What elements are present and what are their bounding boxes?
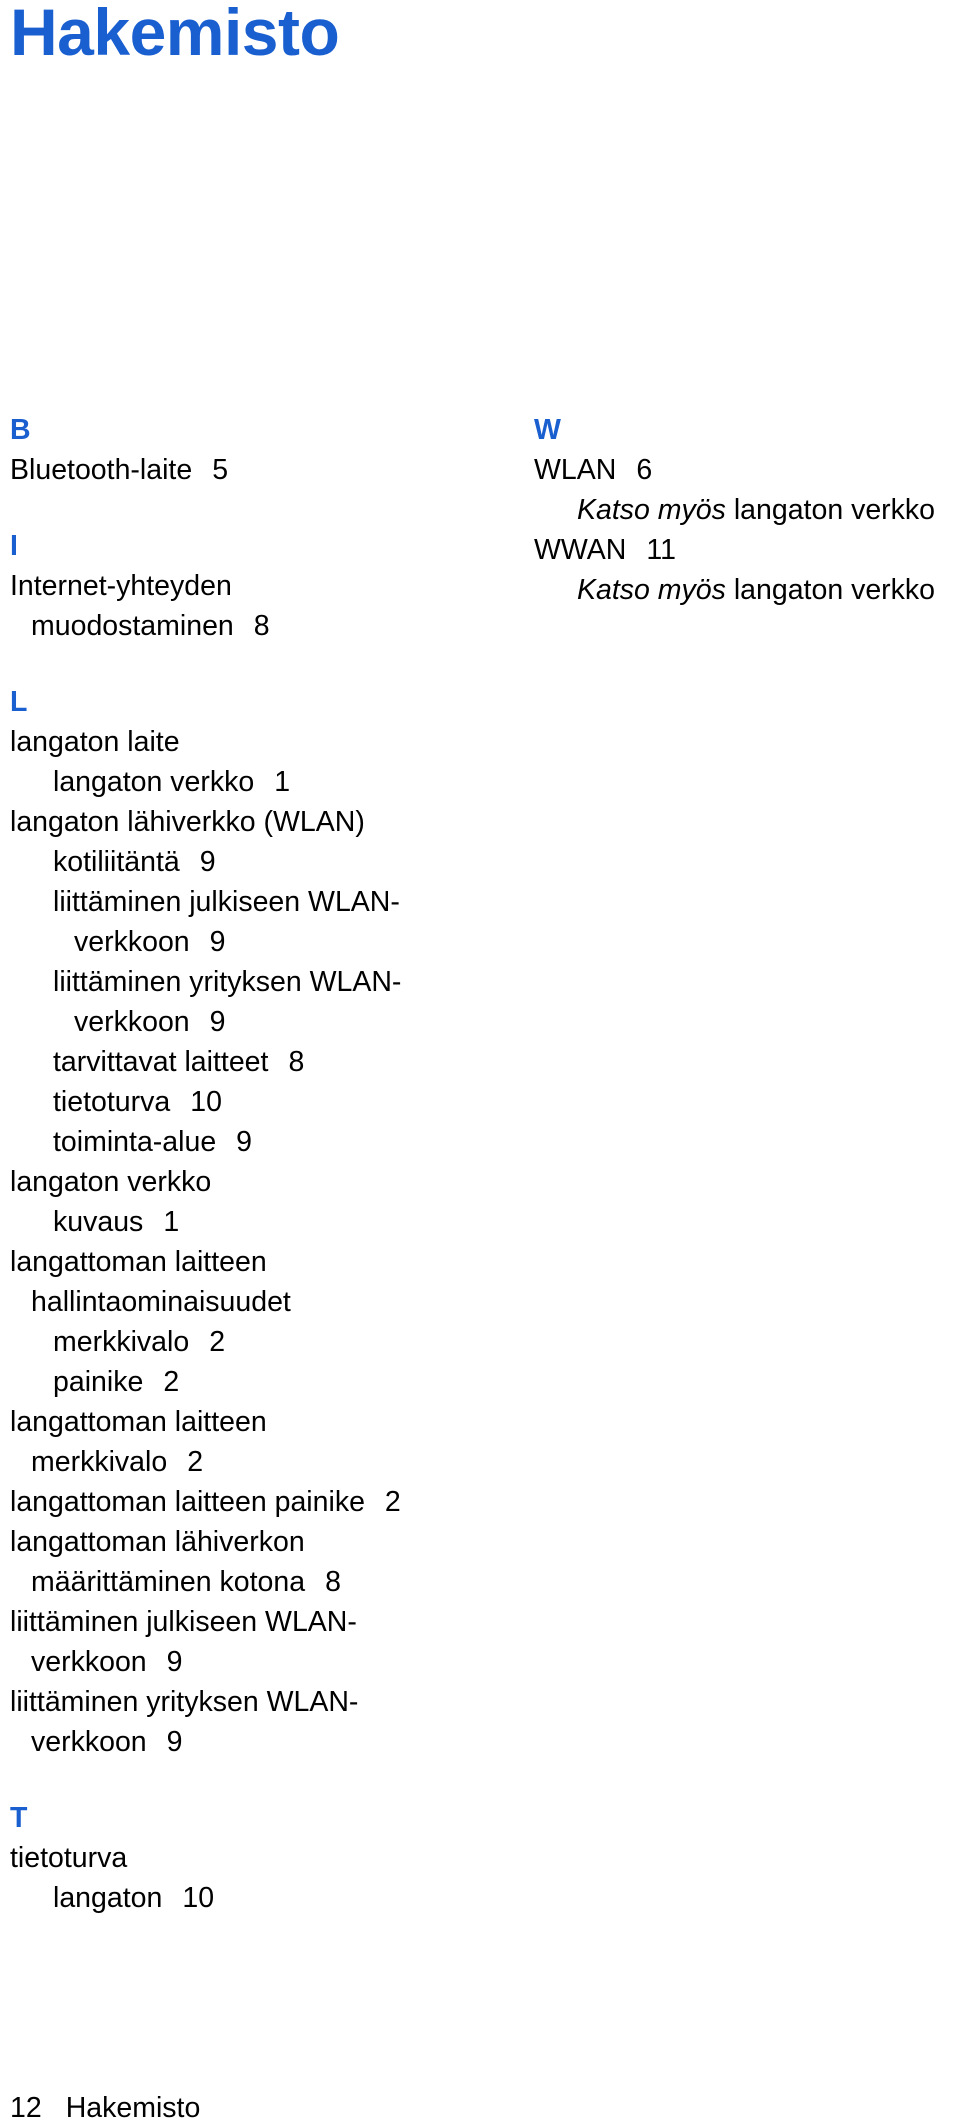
index-entry xyxy=(10,1838,510,1878)
entry-page: 9 xyxy=(199,846,216,878)
index-section-l xyxy=(10,682,510,1762)
entry-page: 2 xyxy=(384,1486,401,1518)
index-subentry xyxy=(10,962,510,1002)
index-entry-continuation xyxy=(10,1562,510,1602)
index-entry xyxy=(10,1402,510,1442)
section-letter: L xyxy=(10,686,28,718)
entry-term: WLAN xyxy=(534,454,617,486)
entry-term: toiminta-alue xyxy=(53,1126,217,1158)
index-entry xyxy=(10,722,510,762)
entry-page: 8 xyxy=(288,1046,305,1078)
see-also-target: langaton verkko xyxy=(733,494,936,526)
entry-page: 9 xyxy=(209,926,226,958)
entry-term: määrittäminen kotona xyxy=(31,1566,306,1598)
index-section-b xyxy=(10,410,510,490)
index-subentry xyxy=(10,1122,510,1162)
entry-term: langaton lähiverkko (WLAN) xyxy=(10,806,365,838)
entry-page: 5 xyxy=(212,454,229,486)
entry-term: kuvaus xyxy=(53,1206,144,1238)
entry-page: 6 xyxy=(636,454,653,486)
entry-term: langaton xyxy=(53,1882,163,1914)
index-subentry xyxy=(10,1082,510,1122)
section-letter: I xyxy=(10,530,18,562)
entry-page: 9 xyxy=(236,1126,253,1158)
entry-term: painike xyxy=(53,1366,144,1398)
entry-term: kotiliitäntä xyxy=(53,846,180,878)
footer-page-number: 12 xyxy=(10,2092,42,2124)
entry-term: Internet-yhteyden xyxy=(10,570,232,602)
entry-term: Bluetooth-laite xyxy=(10,454,193,486)
entry-term: langaton verkko xyxy=(10,1166,212,1198)
entry-term: langaton verkko xyxy=(53,766,255,798)
entry-page: 11 xyxy=(646,534,676,566)
entry-term: liittäminen julkiseen WLAN- xyxy=(10,1606,357,1638)
footer-title: Hakemisto xyxy=(65,2092,201,2124)
entry-term: verkkoon xyxy=(74,926,190,958)
index-subentry xyxy=(10,882,510,922)
index-entry xyxy=(10,606,510,646)
index-entry xyxy=(534,530,960,570)
entry-page: 8 xyxy=(253,610,270,642)
index-entry-continuation xyxy=(10,1642,510,1682)
index-entry xyxy=(10,1482,510,1522)
entry-term: hallintaominaisuudet xyxy=(31,1286,291,1318)
entry-page: 2 xyxy=(187,1446,204,1478)
index-section-t xyxy=(10,1798,510,1918)
section-letter: W xyxy=(534,414,561,446)
entry-page: 2 xyxy=(163,1366,180,1398)
index-subentry xyxy=(10,1042,510,1082)
see-also-label: Katso myös xyxy=(577,574,726,606)
entry-term: tarvittavat laitteet xyxy=(53,1046,269,1078)
entry-page: 1 xyxy=(274,766,291,798)
entry-term: langattoman laitteen painike xyxy=(10,1486,365,1518)
see-also-entry xyxy=(534,570,960,610)
index-subentry xyxy=(10,762,510,802)
index-entry xyxy=(10,566,510,606)
entry-term: merkkivalo xyxy=(53,1326,190,1358)
index-subentry-continuation xyxy=(10,1002,510,1042)
entry-term: tietoturva xyxy=(53,1086,171,1118)
section-letter: B xyxy=(10,414,31,446)
index-entry-continuation xyxy=(10,1442,510,1482)
index-entry xyxy=(10,450,510,490)
index-entry-continuation xyxy=(10,1282,510,1322)
entry-page: 9 xyxy=(209,1006,226,1038)
see-also-entry xyxy=(534,490,960,530)
index-column-left xyxy=(10,410,510,1918)
index-entry xyxy=(10,1602,510,1642)
entry-term: langattoman lähiverkon xyxy=(10,1526,305,1558)
index-entry xyxy=(10,1682,510,1722)
index-subentry xyxy=(10,1362,510,1402)
index-subentry xyxy=(10,842,510,882)
index-subentry xyxy=(10,1202,510,1242)
entry-term: tietoturva xyxy=(10,1842,128,1874)
entry-page: 9 xyxy=(166,1726,183,1758)
entry-term: langattoman laitteen xyxy=(10,1246,267,1278)
index-entry-continuation xyxy=(10,1722,510,1762)
entry-term: verkkoon xyxy=(31,1646,147,1678)
see-also-label: Katso myös xyxy=(577,494,726,526)
index-entry xyxy=(10,1522,510,1562)
entry-page: 9 xyxy=(166,1646,183,1678)
index-column-right xyxy=(534,410,960,610)
see-also-target: langaton verkko xyxy=(733,574,936,606)
entry-page: 1 xyxy=(163,1206,180,1238)
index-entry xyxy=(534,450,960,490)
index-entry xyxy=(10,1242,510,1282)
entry-page: 2 xyxy=(209,1326,226,1358)
index-section-i xyxy=(10,526,510,646)
index-subentry-continuation xyxy=(10,922,510,962)
index-subentry xyxy=(10,1322,510,1362)
index-entry xyxy=(10,802,510,842)
entry-page: 10 xyxy=(190,1086,222,1118)
entry-term: langaton laite xyxy=(10,726,180,758)
entry-term: liittäminen yrityksen WLAN- xyxy=(53,966,402,998)
entry-term: langattoman laitteen xyxy=(10,1406,267,1438)
entry-term: WWAN xyxy=(534,534,627,566)
index-section-w xyxy=(534,410,960,610)
index-entry xyxy=(10,1162,510,1202)
section-letter: T xyxy=(10,1802,28,1834)
index-subentry xyxy=(10,1878,510,1918)
page-footer xyxy=(10,2088,200,2128)
entry-term: liittäminen yrityksen WLAN- xyxy=(10,1686,359,1718)
page-title: Hakemisto xyxy=(10,0,340,69)
entry-term: verkkoon xyxy=(74,1006,190,1038)
entry-term: liittäminen julkiseen WLAN- xyxy=(53,886,400,918)
entry-term: merkkivalo xyxy=(31,1446,168,1478)
entry-term: verkkoon xyxy=(31,1726,147,1758)
entry-page: 8 xyxy=(325,1566,341,1598)
entry-page: 10 xyxy=(182,1882,215,1914)
entry-term: muodostaminen xyxy=(31,610,234,642)
